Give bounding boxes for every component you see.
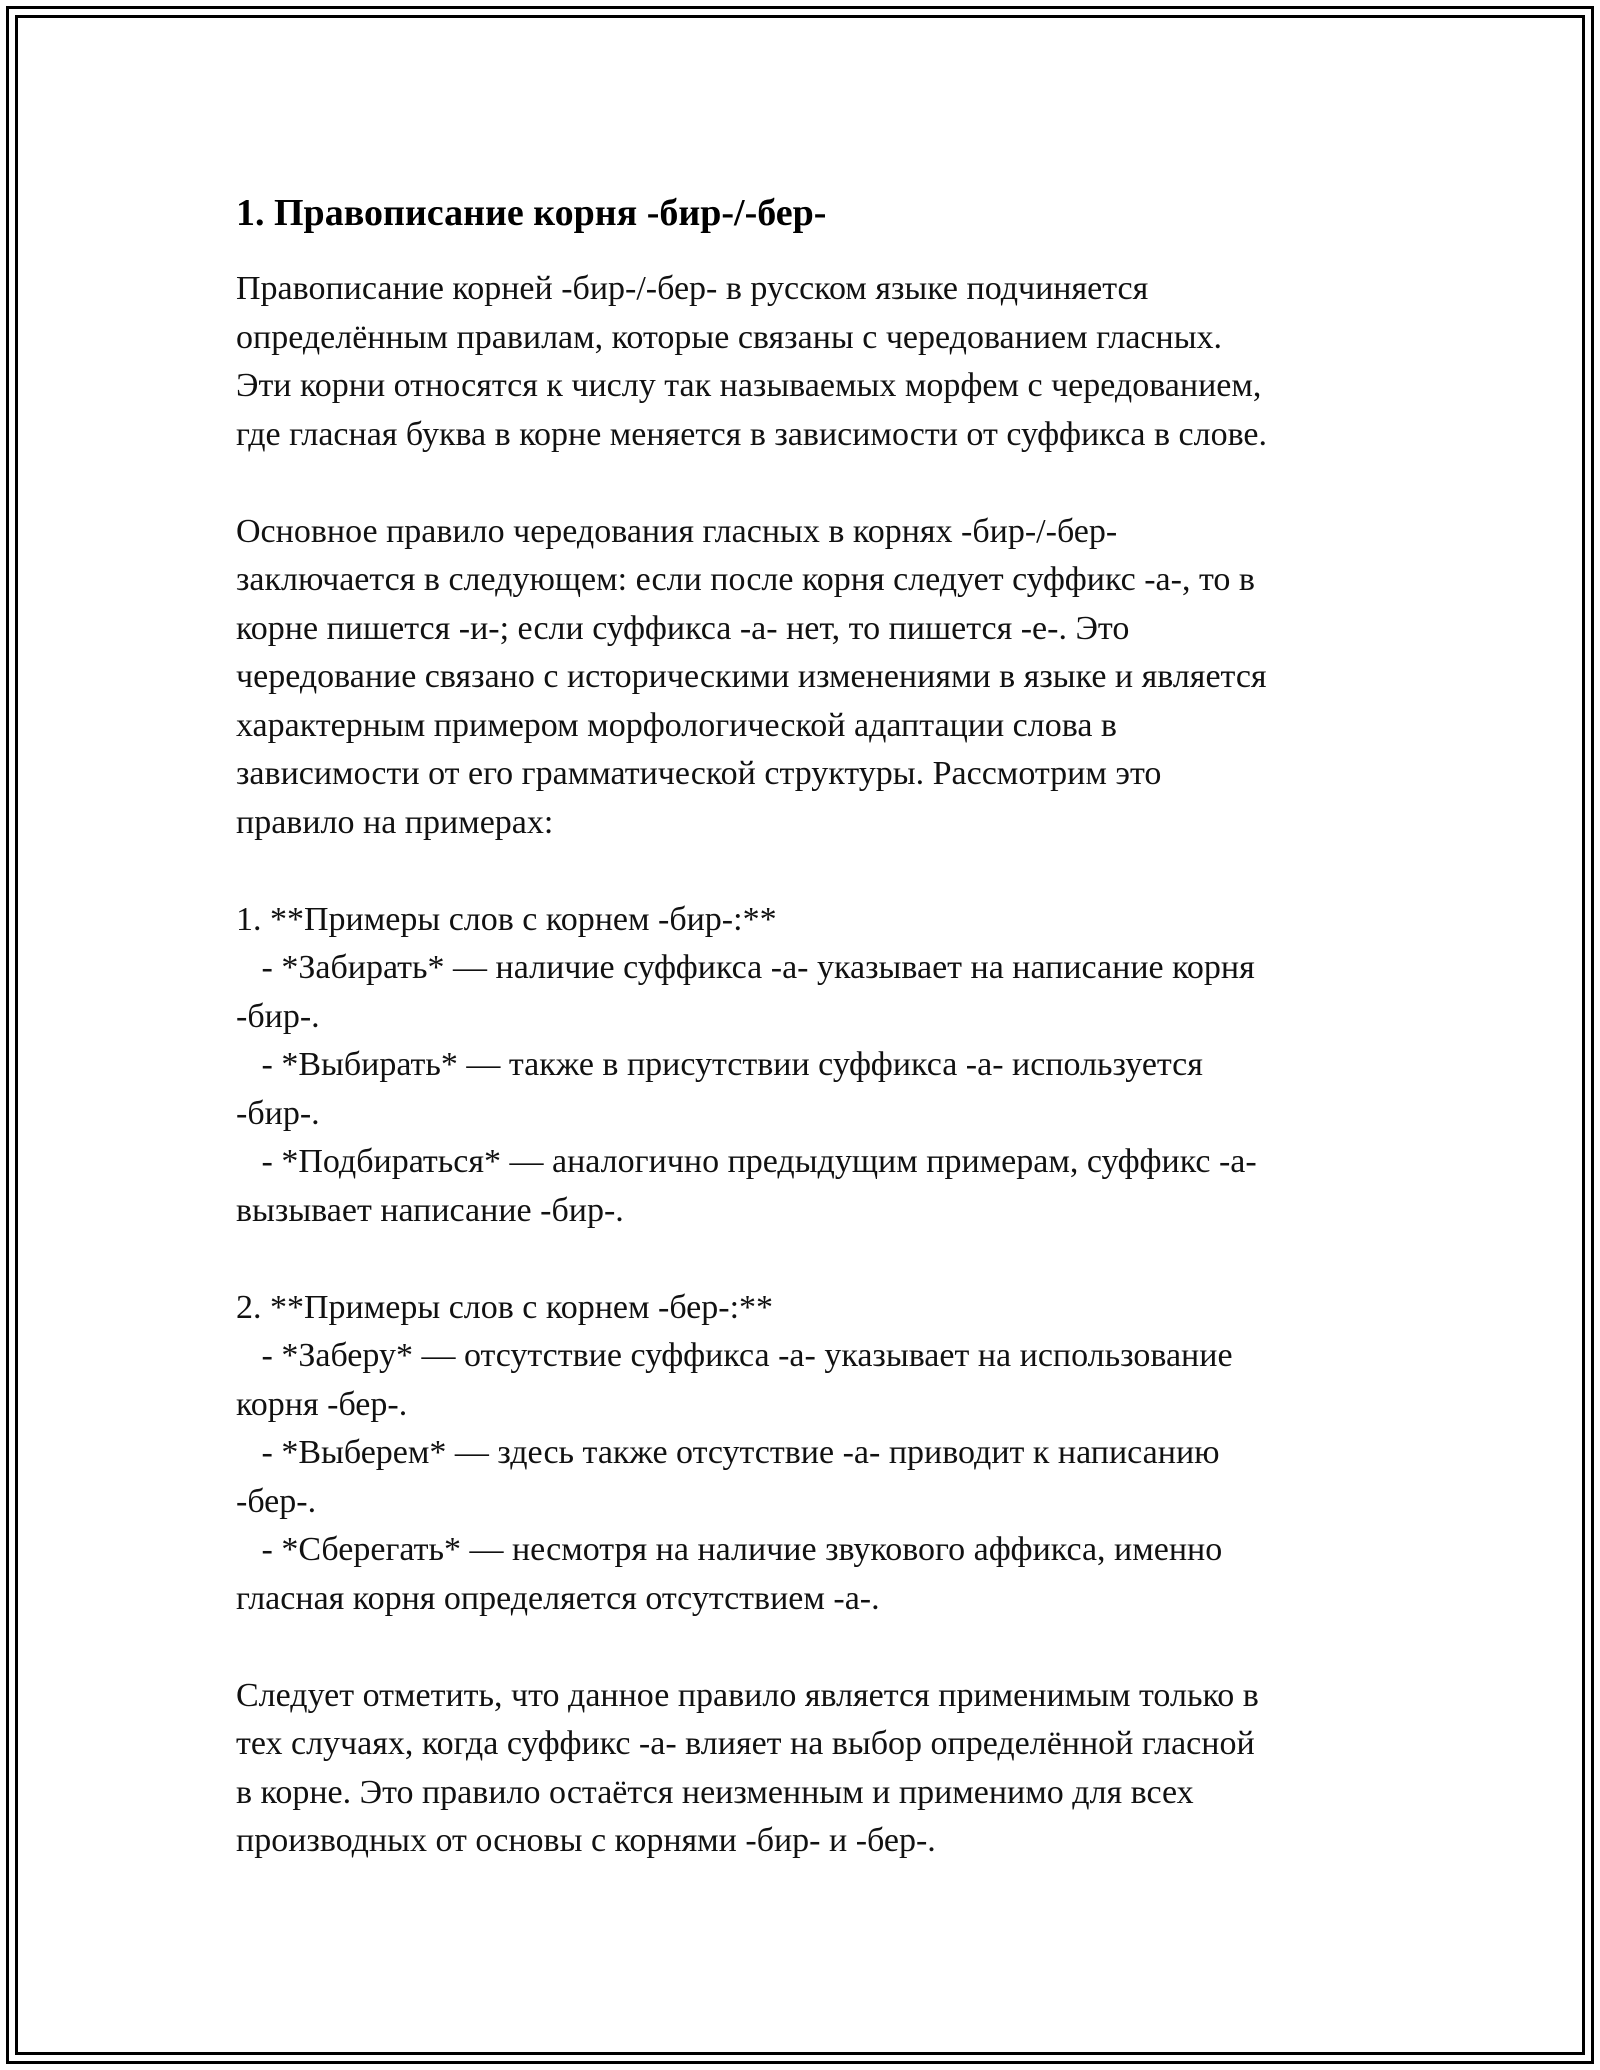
paragraph-spacer (236, 847, 1366, 896)
rule-paragraph: Основное правило чередования гласных в корнях -бир-/-бер- заключается в следующем: если после корня следует суффикс -а-, то в корне пишется -и-; если суффикса -а- нет, то пишется -е-. Это чередование связано с историческими изменениями в языке и является характерным примером морфологической адаптации слова в зависимости от его грамматической структуры. Рассмотрим это правило на примерах: (236, 512, 1267, 841)
examples-ber-list: 2. **Примеры слов с корнем -бер-:** - *Заберу* — отсутствие суффикса -а- указывает на использование корня -бер-. - *Выберем* — здесь также отсутствие -а- приводит к написанию -бер-. - *Сберегать* — несмотря на наличие звукового аффикса, именно гласная корня определяется отсутствием -а-. (236, 1288, 1233, 1617)
paragraph-spacer (236, 459, 1366, 508)
document-body (236, 185, 1366, 1866)
intro-paragraph: Правописание корней -бир-/-бер- в русском языке подчиняется определённым правилам, которые связаны с чередованием гласных. Эти корни относятся к числу так называемых морфем с чередованием, где гласная буква в корне меняется в зависимости от суффикса в слове. (236, 270, 1268, 453)
conclusion-paragraph: Следует отметить, что данное правило является применимым только в тех случаях, когда суффикс -а- влияет на выбор определённой гласной в корне. Это правило остаётся неизменным и применимо для всех производных от основы с корнями -бир- и -бер-. (236, 1676, 1259, 1859)
examples-bir-list: 1. **Примеры слов с корнем -бир-:** - *Забирать* — наличие суффикса -а- указывает на написание корня -бир-. - *Выбирать* — также в присутствии суффикса -а- используется -бир-. - *Подбираться* — аналогично предыдущим примерам, суффикс -а- вызывает написание -бир-. (236, 900, 1257, 1229)
section-heading: 1. Правописание корня -бир-/-бер- (236, 192, 827, 234)
paragraph-spacer (236, 1235, 1366, 1284)
paragraph-spacer (236, 1623, 1366, 1672)
